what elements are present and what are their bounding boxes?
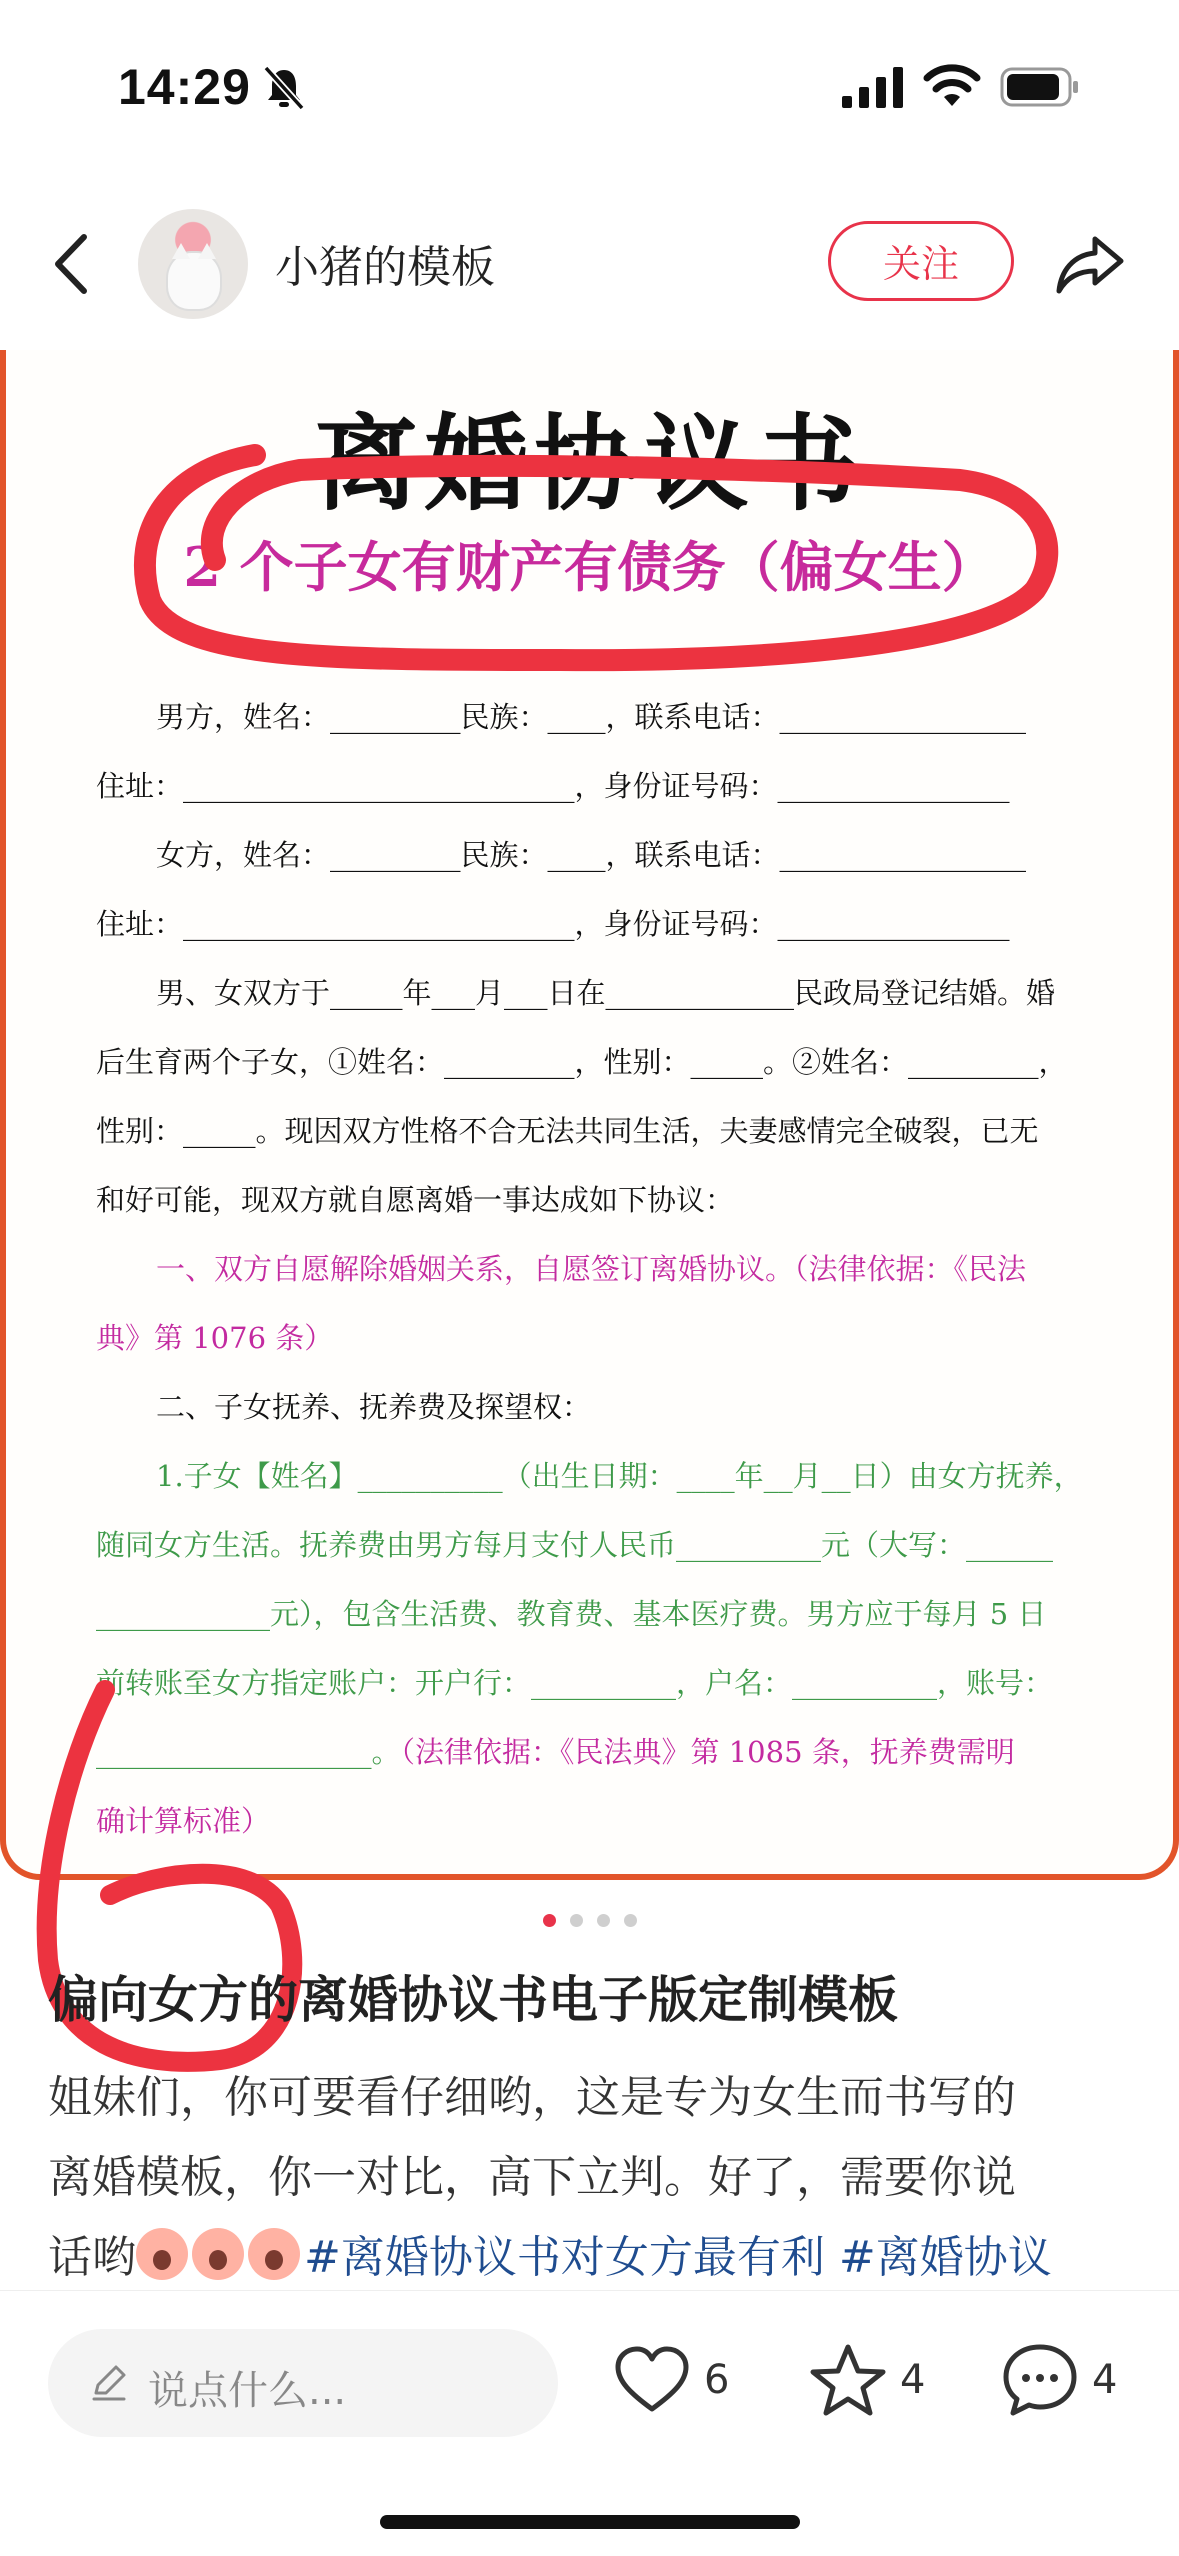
- status-bar: [0, 0, 1179, 175]
- share-icon[interactable]: [1055, 233, 1125, 295]
- hashtag-link[interactable]: #离婚协议书对女方最有利: [304, 2232, 825, 2283]
- status-time: 14:29: [118, 59, 251, 115]
- emoji-icon: [192, 2228, 244, 2280]
- doc-line: 1.子女【姓名】__________（出生日期：____年__月__日）由女方抚养，: [156, 1459, 1083, 1493]
- like-button[interactable]: [612, 2341, 742, 2421]
- doc-line: 后生育两个子女，①姓名：_________，性别：_____。②姓名：_________，: [96, 1045, 1068, 1079]
- comment-count: 4: [1092, 2357, 1118, 2403]
- doc-line: ____________元），包含生活费、教育费、基本医疗费。男方应于每月 5 日: [96, 1597, 1047, 1631]
- doc-line: 性别：_____。现因双方性格不合无法共同生活，夫妻感情完全破裂，已无: [96, 1114, 1039, 1148]
- star-icon: [808, 2341, 888, 2421]
- carousel-dot: [624, 1914, 637, 1927]
- post-body: [48, 2058, 1138, 2298]
- author-avatar[interactable]: [138, 209, 248, 319]
- doc-line: 住址：___________________________，身份证号码：________________: [96, 907, 1010, 941]
- author-name[interactable]: 小猪的模板: [275, 242, 495, 293]
- bottom-action-bar: [0, 2290, 1179, 2491]
- speech-bubble-icon: [1000, 2341, 1080, 2421]
- cellular-signal-icon: [842, 66, 904, 110]
- doc-line: 和好可能，现双方就自愿离婚一事达成如下协议：: [96, 1183, 735, 1217]
- follow-button[interactable]: 关注: [828, 221, 1014, 301]
- like-count: 6: [704, 2357, 730, 2403]
- document-title: 离婚协议书: [314, 402, 865, 525]
- doc-line: 确计算标准）: [96, 1804, 271, 1838]
- doc-line: 随同女方生活。抚养费由男方每月支付人民币__________元（大写：______: [96, 1528, 1054, 1562]
- doc-line: 典》第 1076 条）: [96, 1321, 334, 1355]
- pen-icon: [88, 2361, 130, 2403]
- comment-button[interactable]: [1000, 2341, 1130, 2421]
- carousel-indicator: [0, 1912, 1179, 1931]
- bell-muted-icon: [262, 64, 306, 112]
- post-body-text: 话哟: [48, 2232, 136, 2283]
- doc-line: 女方，姓名：_________民族：____，联系电话：_________________: [156, 838, 1027, 872]
- post-image[interactable]: [0, 350, 1179, 1880]
- doc-legal-basis: （法律依据：《民法典》第 1085 条，抚养费需明: [400, 1735, 1015, 1769]
- doc-clause-text: ___________________。: [96, 1735, 401, 1769]
- doc-line: 男方，姓名：_________民族：____，联系电话：_________________: [156, 700, 1027, 734]
- post-header: [0, 195, 1179, 335]
- doc-legal-basis: （法律依据：《民法: [794, 1252, 1027, 1286]
- doc-clause-text: 一、双方自愿解除婚姻关系，自愿签订离婚协议。: [156, 1252, 795, 1286]
- favorite-count: 4: [900, 2357, 926, 2403]
- back-arrow-icon[interactable]: [50, 231, 94, 297]
- carousel-dot: [570, 1914, 583, 1927]
- heart-icon: [612, 2341, 692, 2421]
- favorite-button[interactable]: [808, 2341, 938, 2421]
- post-body-line: 姐妹们，你可要看仔细哟，这是专为女生而书写的: [48, 2072, 1016, 2123]
- battery-icon: [1000, 66, 1080, 108]
- comment-input[interactable]: [48, 2329, 558, 2437]
- doc-line: 住址：___________________________，身份证号码：________________: [96, 769, 1010, 803]
- doc-line: 前转账至女方指定账户：开户行：__________，户名：__________，账号：: [96, 1666, 1054, 1700]
- hashtag-link[interactable]: #离婚协议: [838, 2232, 1052, 2283]
- doc-line: [156, 1247, 1156, 1288]
- comment-placeholder: 说点什么...: [148, 2368, 347, 2414]
- doc-line: 男、女双方于_____年___月___日在_____________民政局登记结婚。婚: [156, 976, 1056, 1010]
- wifi-icon: [922, 62, 982, 110]
- doc-line: 二、子女抚养、抚养费及探望权：: [156, 1390, 592, 1424]
- carousel-dot-active: [543, 1914, 556, 1927]
- emoji-icon: [136, 2228, 188, 2280]
- post-title: 偏向女方的离婚协议书电子版定制模板: [48, 1971, 898, 2029]
- emoji-icon: [248, 2228, 300, 2280]
- home-indicator[interactable]: [380, 2515, 800, 2529]
- document-subtitle: 2 个子女有财产有债务（偏女生）: [183, 535, 996, 599]
- post-body-line: 离婚模板，你一对比，高下立判。好了，需要你说: [48, 2152, 1016, 2203]
- agreement-document: [6, 350, 1173, 1874]
- doc-line: [96, 1730, 1096, 1771]
- post-body-line: [48, 2218, 1138, 2298]
- carousel-dot: [597, 1914, 610, 1927]
